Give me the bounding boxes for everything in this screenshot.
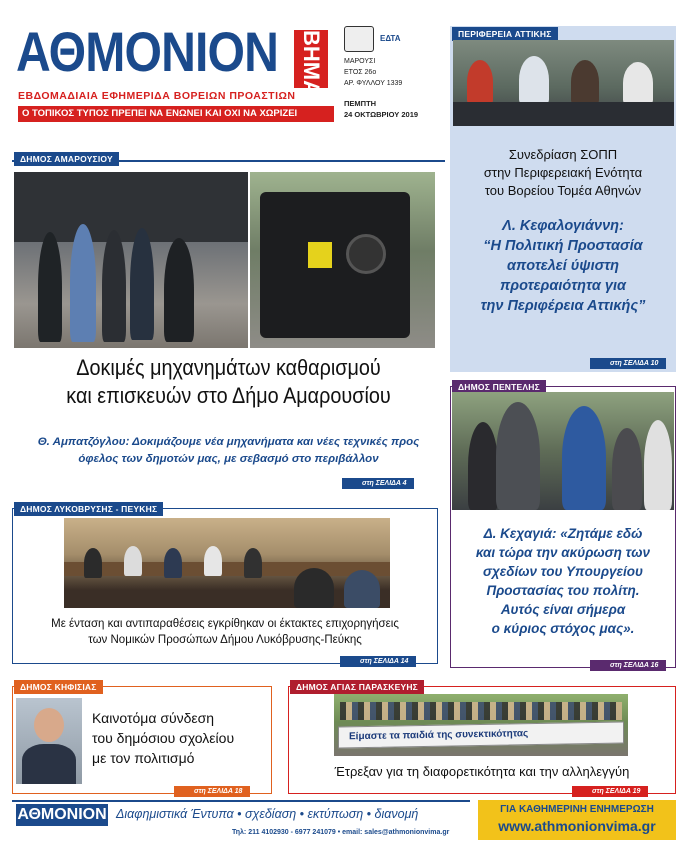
attiki-quote-line3: αποτελεί ύψιστη [506, 258, 620, 274]
attiki-quote-line2: “Η Πολιτική Προστασία [483, 238, 643, 254]
penteli-quote-line6: ο κύριος στόχος μας». [491, 621, 635, 636]
issue-place: ΜΑΡΟΥΣΙ [344, 58, 376, 65]
penteli-quote-line4: Προστασίας του πολίτη. [486, 583, 640, 598]
penteli-page-link[interactable]: στη ΣΕΛΙΔΑ 16 [590, 660, 666, 671]
attiki-lead-line2: στην Περιφερειακή Ενότητα [483, 165, 643, 180]
lykovrysi-section-label: ΔΗΜΟΣ ΛΥΚΟΒΡΥΣΗΣ - ΠΕΥΚΗΣ [14, 502, 163, 516]
issue-day: ΠΕΜΠΤΗ [344, 99, 377, 108]
masthead-logo: ΑΘΜΟΝΙΟΝ [16, 20, 279, 83]
attiki-photo [453, 40, 674, 126]
paraskevi-section-label: ΔΗΜΟΣ ΑΓΙΑΣ ΠΑΡΑΣΚΕΥΗΣ [290, 680, 424, 694]
attiki-quote-line4: προτεραιότητα για [499, 278, 627, 294]
paraskevi-text: Έτρεξαν για τη διαφορετικότητα και την αλληλεγγύη [334, 764, 630, 779]
lykovrysi-text [14, 616, 436, 648]
kifisia-photo [16, 698, 82, 784]
issue-number: ΑΡ. ΦΥΛΛΟΥ 1339 [344, 80, 403, 87]
amarousio-subhead [14, 434, 443, 468]
amarousio-subhead-line2: όφελος των δημοτών μας, με σεβασμό στο περιβάλλον [78, 453, 379, 465]
badge-edta: ΕΔΤΑ [380, 34, 401, 43]
footer-logo: ΑΘΜΟΝΙΟΝ [16, 804, 108, 826]
amarousio-photo-left [14, 172, 248, 348]
amarousio-headline-line1: Δοκιμές μηχανημάτων καθαρισμού [76, 355, 381, 380]
kifisia-page-link[interactable]: στη ΣΕΛΙΔΑ 18 [174, 786, 250, 797]
paraskevi-banner-text: Είμαστε τα παιδιά της συνεκτικότητας [349, 728, 529, 743]
masthead-subtitle: ΕΒΔΟΜΑΔΙΑΙΑ ΕΦΗΜΕΡΙΔΑ ΒΟΡΕΙΩΝ ΠΡΟΑΣΤΙΩΝ [18, 90, 296, 102]
attiki-quote-line1: Λ. Κεφαλογιάννη: [502, 218, 624, 234]
footer-right [478, 800, 676, 840]
masthead-slogan: Ο ΤΟΠΙΚΟΣ ΤΥΠΟΣ ΠΡΕΠΕΙ ΝΑ ΕΝΩΝΕΙ ΚΑΙ ΟΧΙ ΝΑ ΧΩΡΙΖΕΙ [18, 106, 334, 122]
paraskevi-photo [334, 694, 628, 756]
attiki-lead [452, 146, 674, 200]
amarousio-photo-right [250, 172, 435, 348]
amarousio-page-link[interactable]: στη ΣΕΛΙΔΑ 4 [342, 478, 414, 489]
attiki-lead-line3: του Βορείου Τομέα Αθηνών [484, 183, 642, 198]
lykovrysi-text-line1: Με ένταση και αντιπαραθέσεις εγκρίθηκαν οι έκτακτες επιχορηγήσεις [51, 618, 399, 630]
issue-year: ΕΤΟΣ 26ο [344, 69, 377, 76]
lykovrysi-photo [64, 518, 390, 608]
badge-seal [344, 26, 374, 52]
footer-daily: ΓΙΑ ΚΑΘΗΜΕΡΙΝΗ ΕΝΗΜΕΡΩΣΗ [500, 804, 654, 815]
penteli-quote-line2: και τώρα την ακύρωση των [475, 545, 651, 560]
issue-date: 24 ΟΚΤΩΒΡΙΟΥ 2019 [344, 110, 419, 119]
attiki-section-label: ΠΕΡΙΦΕΡΕΙΑ ΑΤΤΙΚΗΣ [452, 27, 558, 41]
penteli-section-label: ΔΗΜΟΣ ΠΕΝΤΕΛΗΣ [452, 380, 546, 394]
paraskevi-banner [338, 722, 624, 749]
masthead [12, 20, 448, 140]
kifisia-text-line2: του δημόσιου σχολείου [92, 730, 235, 746]
footer-url[interactable]: www.athmonionvima.gr [498, 818, 656, 834]
masthead-logo-side: ΒΗΜΑ [294, 30, 328, 88]
lykovrysi-text-line2: των Νομικών Προσώπων Δήμου Λυκόβρυσης-Πεύκης [88, 634, 362, 646]
penteli-quote-line3: σχεδίων του Υπουργείου [483, 564, 643, 579]
amarousio-headline [34, 354, 424, 410]
footer-left [12, 800, 470, 840]
penteli-photo [452, 392, 674, 510]
attiki-page-link[interactable]: στη ΣΕΛΙΔΑ 10 [590, 358, 666, 369]
amarousio-section-label: ΔΗΜΟΣ ΑΜΑΡΟΥΣΙΟΥ [14, 152, 119, 166]
penteli-quote-line1: Δ. Κεχαγιά: «Ζητάμε εδώ [483, 526, 643, 541]
kifisia-text-line1: Καινοτόμα σύνδεση [92, 710, 215, 726]
kifisia-text-line3: με τον πολιτισμό [92, 750, 195, 766]
penteli-quote [452, 524, 674, 638]
paraskevi-page-link[interactable]: στη ΣΕΛΙΔΑ 19 [572, 786, 648, 797]
lykovrysi-page-link[interactable]: στη ΣΕΛΙΔΑ 14 [340, 656, 416, 667]
penteli-quote-line5: Αυτός είναι σήμερα [500, 602, 626, 617]
footer-contact: Τηλ: 211 4102930 - 6977 241079 • email: sales@athmonionvima.gr [232, 829, 450, 836]
amarousio-headline-line2: και επισκευών στο Δήμο Αμαρουσίου [66, 383, 391, 408]
amarousio-subhead-line1: Θ. Αμπατζόγλου: Δοκιμάζουμε νέα μηχανήματα και νέες τεχνικές προς [37, 436, 420, 448]
kifisia-text [92, 708, 268, 768]
footer-services: Διαφημιστικά Έντυπα • σχεδίαση • εκτύπωση • διανομή [116, 807, 419, 821]
attiki-quote-line5: την Περιφέρεια Αττικής” [480, 298, 646, 314]
attiki-quote [452, 216, 674, 316]
kifisia-section-label: ΔΗΜΟΣ ΚΗΦΙΣΙΑΣ [14, 680, 103, 694]
attiki-lead-line1: Συνεδρίαση ΣΟΠΠ [508, 147, 618, 162]
